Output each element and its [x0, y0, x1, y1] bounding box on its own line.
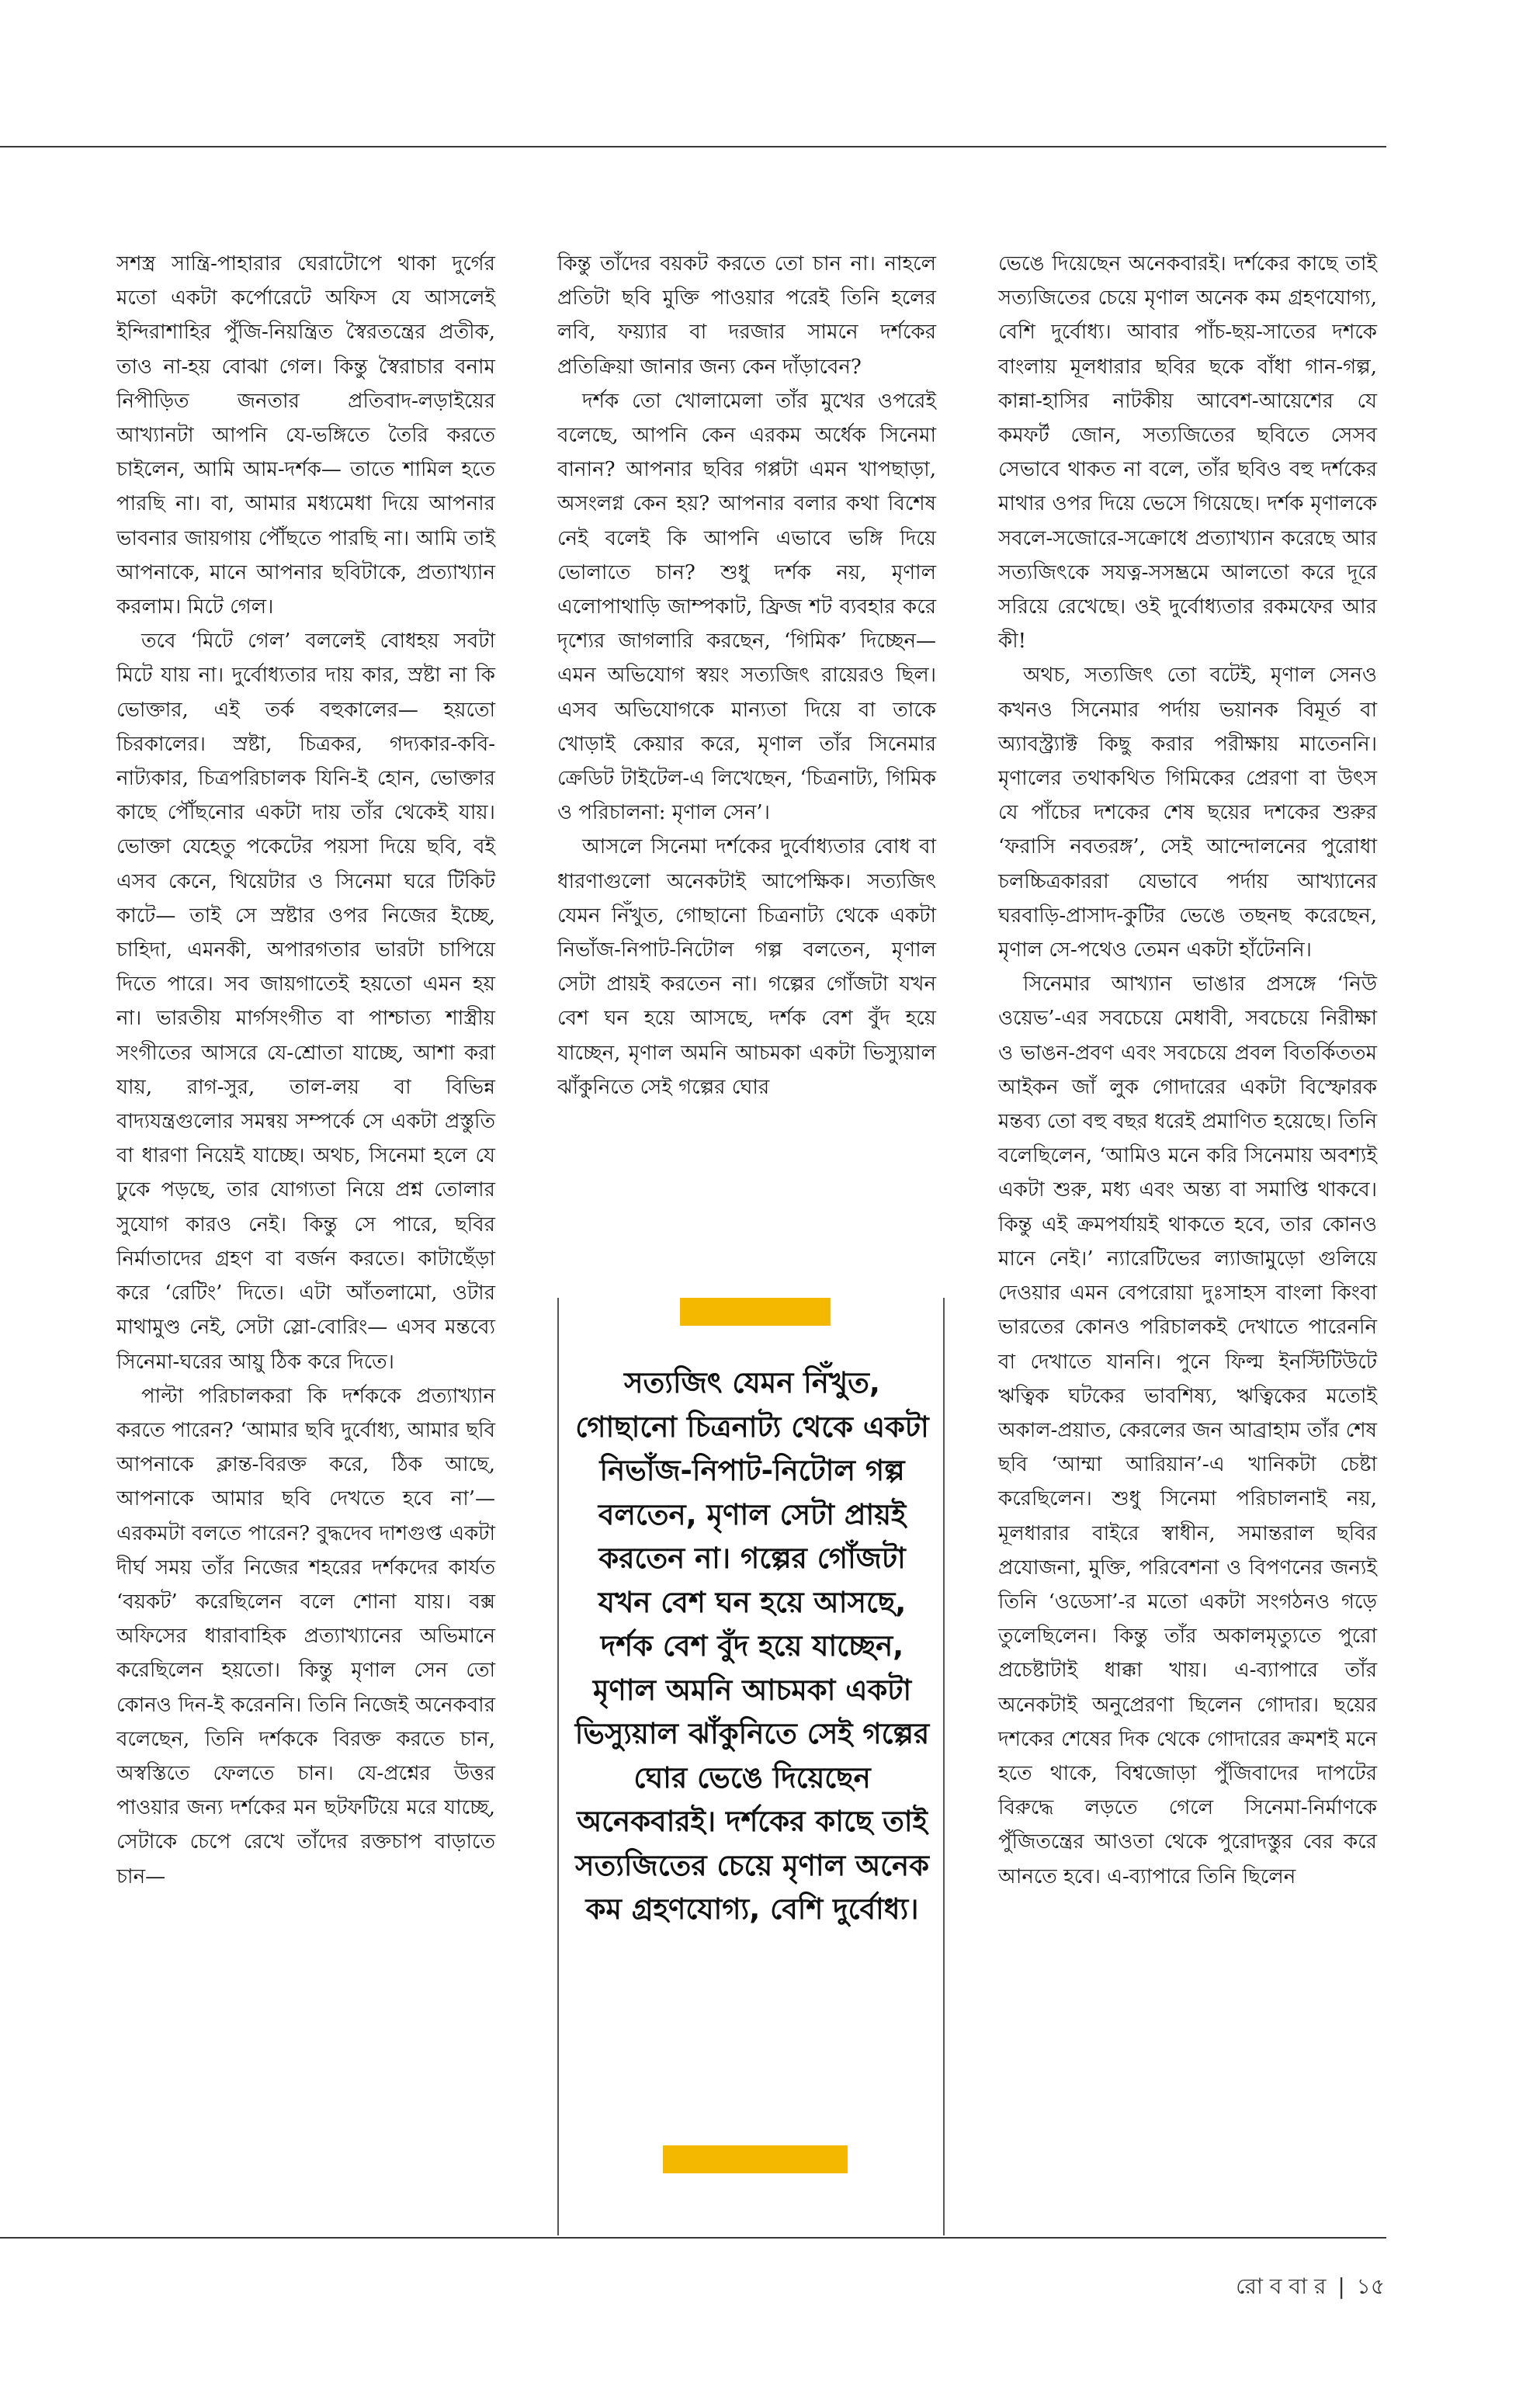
article-column-3	[998, 247, 1377, 1894]
article-column-2	[557, 247, 936, 1105]
page-footer	[1236, 2270, 1385, 2306]
pull-quote-text: সত্যজিৎ যেমন নিঁখুত, গোছানো চিত্রনাট্য থেকে একটা নিভাঁজ-নিপাট-নিটোল গল্প বলতেন, মৃণাল সেটা প্রায়ই করতেন না। গল্পের গোঁজটা যখন বেশ ঘন হয়ে আসছে, দর্শক বেশ বুঁদ হয়ে যাচ্ছেন, মৃণাল অমনি আচমকা একটা ভিস্যুয়াল ঝাঁকুনিতে সেই গল্পের ঘোর ভেঙে দিয়েছেন অনেকবারই। দর্শকের কাছে তাই সত্যজিতের চেয়ে মৃণাল অনেক কম গ্রহণযোগ্য, বেশি দুর্বোধ্য।	[574, 1366, 930, 1926]
pull-quote-box	[574, 1298, 930, 2235]
paragraph: অথচ, সত্যজিৎ তো বটেই, মৃণাল সেনও কখনও সিনেমার পর্দায় ভয়ানক বিমূর্ত বা অ্যাবস্ট্র্যাক্ট কিছু করার পরীক্ষায় মাতেননি। মৃণালের তথাকথিত গিমিকের প্রেরণা বা উৎস যে পাঁচের দশকের শেষ ছয়ের দশকের শুরুর ‘ফরাসি নবতরঙ্গ’, সেই আন্দোলনের পুরোধা চলচ্চিত্রকাররা যেভাবে পর্দায় আখ্যানের ঘরবাড়ি-প্রাসাদ-কুটির ভেঙে তছনছ করেছেন, মৃণাল সে-পথেও তেমন একটা হাঁটেননি।	[998, 664, 1377, 962]
column-divider	[557, 1298, 559, 2235]
paragraph: সশস্ত্র সান্ত্রি-পাহারার ঘেরাটোপে থাকা দুর্গের মতো একটা কর্পোরেটে অফিস যে আসলেই ইন্দিরাশাহির পুঁজি-নিয়ন্ত্রিত স্বৈরতন্ত্রের প্রতীক, তাও না-হয় বোঝা গেল। কিন্তু স্বৈরাচার বনাম নিপীড়িত জনতার প্রতিবাদ-লড়াইয়ের আখ্যানটা আপনি যে-ভঙ্গিতে তৈরি করতে চাইলেন, আমি আম-দর্শক— তাতে শামিল হতে পারছি না। বা, আমার মধ্যমেধা দিয়ে আপনার ভাবনার জায়গায় পৌঁছতে পারছি না। আমি তাই আপনাকে, মানে আপনার ছবিটাকে, প্রত্যাখ্যান করলাম। মিটে গেল।	[116, 252, 495, 619]
accent-bar-top	[680, 1298, 831, 1326]
paragraph: কিন্তু তাঁদের বয়কট করতে তো চান না। নাহলে প্রতিটা ছবি মুক্তি পাওয়ার পরেই তিনি হলের লবি, ফয়্যার বা দরজার সামনে দর্শকের প্রতিক্রিয়া জানার জন্য কেন দাঁড়াবেন?	[557, 252, 936, 379]
paragraph: দর্শক তো খোলামেলা তাঁর মুখের ওপরেই বলেছে, আপনি কেন এরকম অর্ধেক সিনেমা বানান? আপনার ছবির গপ্পটা এমন খাপছাড়া, অসংলগ্ন কেন হয়? আপনার বলার কথা বিশেষ নেই বলেই কি আপনি এভাবে ভঙ্গি দিয়ে ভোলাতে চান? শুধু দর্শক নয়, মৃণাল এলোপাথাড়ি জাম্পকাট, ফ্রিজ শট ব্যবহার করে দৃশ্যের জাগলারি করছেন, ‘গিমিক’ দিচ্ছেন— এমন অভিযোগ স্বয়ং সত্যজিৎ রায়েরও ছিল। এসব অভিযোগকে মান্যতা দিয়ে বা তাকে খোড়াই কেয়ার করে, মৃণাল তাঁর সিনেমার ক্রেডিট টাইটেল-এ লিখেছেন, ‘চিত্রনাট্য, গিমিক ও পরিচালনা: মৃণাল সেন’।	[557, 389, 936, 825]
paragraph: সিনেমার আখ্যান ভাঙার প্রসঙ্গে ‘নিউ ওয়েভ’-এর সবচেয়ে মেধাবী, সবচেয়ে নিরীক্ষা ও ভাঙন-প্রবণ এবং সবচেয়ে প্রবল বিতর্কিততম আইকন জাঁ লুক গোদারের একটা বিস্ফোরক মন্তব্য তো বহু বছর ধরেই প্রমাণিত হয়েছে। তিনি বলেছিলেন, ‘আমিও মনে করি সিনেমায় অবশ্যই একটা শুরু, মধ্য এবং অন্ত্য বা সমাপ্তি থাকবে। কিন্তু এই ক্রমপর্যায়ই থাকতে হবে, তার কোনও মানে নেই।’ ন্যারেটিভের ল্যাজামুড়ো গুলিয়ে দেওয়ার এমন বেপরোয়া দুঃসাহস বাংলা কিংবা ভারতের কোনও পরিচালকই দেখাতে পারেননি বা দেখাতে যাননি। পুনে ফিল্ম ইনস্টিটিউটে ঋত্বিক ঘটকের ভাবশিষ্য, ঋত্বিকের মতোই অকাল-প্রয়াত, কেরলের জন আব্রাহাম তাঁর শেষ ছবি ‘আম্মা আরিয়ান’-এ খানিকটা চেষ্টা করেছিলেন। শুধু সিনেমা পরিচালনাই নয়, মূলধারার বাইরে স্বাধীন, সমান্তরাল ছবির প্রযোজনা, মুক্তি, পরিবেশনা ও বিপণনের জন্যই তিনি ‘ওডেসা’-র মতো একটা সংগঠনও গড়ে তুলেছিলেন। কিন্তু তাঁর অকালমৃত্যুতে পুরো প্রচেষ্টাটাই ধাক্কা খায়। এ-ব্যাপারে তাঁর অনেকটাই অনুপ্রেরণা ছিলেন গোদার। ছয়ের দশকের শেষের দিক থেকে গোদারের ক্রমশই মনে হতে থাকে, বিশ্বজোড়া পুঁজিবাদের দাপটের বিরুদ্ধে লড়তে গেলে সিনেমা-নির্মাণকে পুঁজিতন্ত্রের আওতা থেকে পুরোদস্তুর বের করে আনতে হবে। এ-ব্যাপারে তিনি ছিলেন	[998, 973, 1377, 1888]
page-number: ১৫	[1356, 2273, 1385, 2299]
paragraph: পাল্টা পরিচালকরা কি দর্শককে প্রত্যাখ্যান করতে পারেন? ‘আমার ছবি দুর্বোধ্য, আমার ছবি আপনাকে ক্লান্ত-বিরক্ত করে, ঠিক আছে, আপনাকে আমার ছবি দেখতে হবে না’— এরকমটা বলতে পারেন? বুদ্ধদেব দাশগুপ্ত একটা দীর্ঘ সময় তাঁর নিজের শহরের দর্শকদের কার্যত ‘বয়কট’ করেছিলেন বলে শোনা যায়। বক্স অফিসের ধারাবাহিক প্রত্যাখ্যানের অভিমানে করেছিলেন হয়তো। কিন্তু মৃণাল সেন তো কোনও দিন-ই করেননি। তিনি নিজেই অনেকবার বলেছেন, তিনি দর্শককে বিরক্ত করতে চান, অস্বস্তিতে ফেলতে চান। যে-প্রশ্নের উত্তর পাওয়ার জন্য দর্শকের মন ছটফটিয়ে মরে যাচ্ছে, সেটাকে চেপে রেখে তাঁদের রক্তচাপ বাড়াতে চান—	[116, 1384, 495, 1888]
column-divider	[943, 1298, 945, 2235]
paragraph: তবে ‘মিটে গেল’ বললেই বোধহয় সবটা মিটে যায় না। দুর্বোধ্যতার দায় কার, স্রষ্টা না কি ভোক্তার, এই তর্ক বহুকালের— হয়তো চিরকালের। স্রষ্টা, চিত্রকর, গদ্যকার-কবি-নাট্যকার, চিত্রপরিচালক যিনি-ই হোন, ভোক্তার কাছে পৌঁছনোর একটা দায় তাঁর থেকেই যায়। ভোক্তা যেহেতু পকেটের পয়সা দিয়ে ছবি, বই এসব কেনে, থিয়েটার ও সিনেমা ঘরে টিকিট কাটে— তাই সে স্রষ্টার ওপর নিজের ইচ্ছে, চাহিদা, এমনকী, অপারগতার ভারটা চাপিয়ে দিতে পারে। সব জায়গাতেই হয়তো এমন হয় না। ভারতীয় মার্গসংগীত বা পাশ্চাত্য শাস্ত্রীয় সংগীতের আসরে যে-শ্রোতা যাচ্ছে, আশা করা যায়, রাগ-সুর, তাল-লয় বা বিভিন্ন বাদ্যযন্ত্রগুলোর সমন্বয় সম্পর্কে সে একটা প্রস্তুতি বা ধারণা নিয়েই যাচ্ছে। অথচ, সিনেমা হলে যে ঢুকে পড়ছে, তার যোগ্যতা নিয়ে প্রশ্ন তোলার সুযোগ কারও নেই। কিন্তু সে পারে, ছবির নির্মাতাদের গ্রহণ বা বর্জন করতে। কাটাছেঁড়া করে ‘রেটিং’ দিতে। এটা আঁতলামো, ওটার মাথামুণ্ড নেই, সেটা স্লো-বোরিং— এসব মন্তব্যে সিনেমা-ঘরের আয়ু ঠিক করে দিতে।	[116, 629, 495, 1374]
top-rule	[0, 146, 1386, 147]
paragraph: আসলে সিনেমা দর্শকের দুর্বোধ্যতার বোধ বা ধারণাগুলো অনেকটাই আপেক্ষিক। সত্যজিৎ যেমন নিঁখুত, গোছানো চিত্রনাট্য থেকে একটা নিভাঁজ-নিপাট-নিটোল গল্প বলতেন, মৃণাল সেটা প্রায়ই করতেন না। গল্পের গোঁজটা যখন বেশ ঘন হয়ে আসছে, দর্শক বেশ বুঁদ হয়ে যাচ্ছেন, মৃণাল অমনি আচমকা একটা ভিস্যুয়াল ঝাঁকুনিতে সেই গল্পের ঘোর	[557, 835, 936, 1099]
footer-separator: |	[1337, 2273, 1345, 2299]
paragraph: ভেঙে দিয়েছেন অনেকবারই। দর্শকের কাছে তাই সত্যজিতের চেয়ে মৃণাল অনেক কম গ্রহণযোগ্য, বেশি দুর্বোধ্য। আবার পাঁচ-ছয়-সাতের দশকে বাংলায় মূলধারার ছবির ছকে বাঁধা গান-গল্প, কান্না-হাসির নাটকীয় আবেশ-আয়েশের যে কমফর্ট জোন, সত্যজিতের ছবিতে সেসব সেভাবে থাকত না বলে, তাঁর ছবিও বহু দর্শকের মাথার ওপর দিয়ে ভেসে গিয়েছে। দর্শক মৃণালকে সবলে-সজোরে-সক্রোধে প্রত্যাখ্যান করেছে আর সত্যজিৎকে সযত্ন-সসম্ভ্রমে আলতো করে দূরে সরিয়ে রেখেছে। ওই দুর্বোধ্যতার রকমফের আর কী!	[998, 252, 1377, 654]
accent-bar-bottom	[663, 2145, 848, 2173]
article-column-1	[116, 247, 495, 1894]
bottom-rule	[0, 2237, 1386, 2239]
magazine-name: রো ব বা র	[1236, 2273, 1327, 2299]
